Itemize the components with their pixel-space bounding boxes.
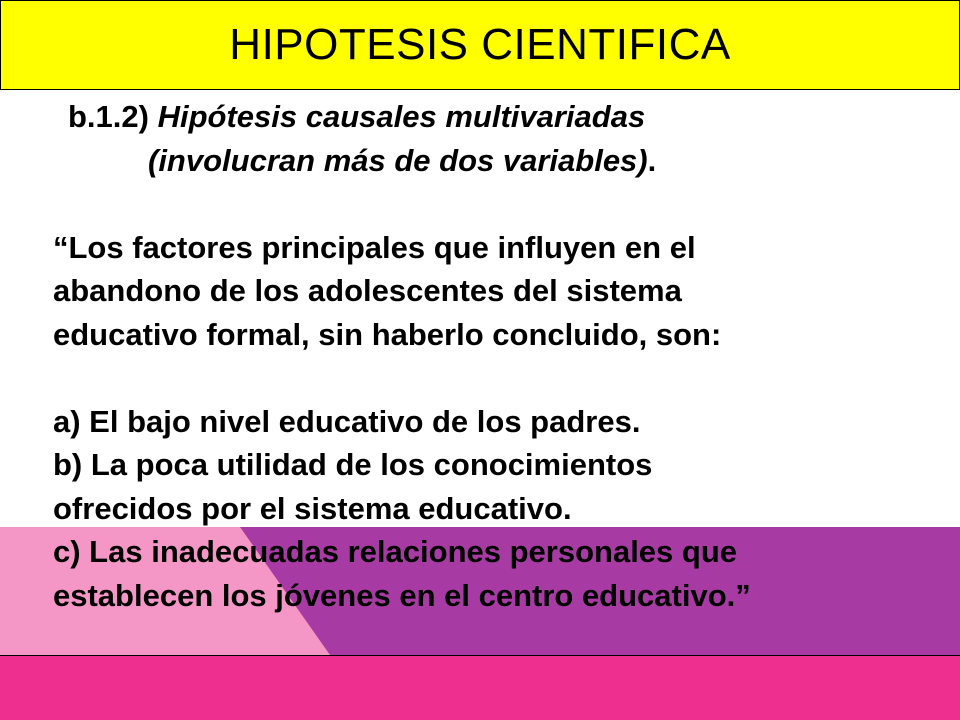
heading-line-2 bbox=[53, 139, 933, 183]
quote-line: abandono de los adolescentes del sistema bbox=[53, 273, 682, 308]
quote-line: “Los factores principales que influyen en el bbox=[53, 229, 696, 265]
list-item-c: c) Las inadecuadas relaciones personales que bbox=[53, 534, 738, 569]
spacer bbox=[53, 356, 933, 400]
heading-line2-italic: (involucran más de dos variables) bbox=[148, 142, 648, 178]
title-bar bbox=[0, 0, 960, 90]
quote-line: educativo formal, sin haberlo concluido, son: bbox=[53, 316, 722, 352]
heading-label: b.1.2) bbox=[68, 99, 149, 134]
heading-line-1 bbox=[53, 95, 933, 139]
heading-line2-end: . bbox=[647, 142, 657, 178]
heading-italic-text: Hipótesis causales multivariadas bbox=[157, 99, 646, 134]
bottom-divider-line bbox=[0, 655, 960, 656]
list-item-c-continued: establecen los jóvenes en el centro educativo.” bbox=[53, 577, 751, 613]
list-item-b-continued: ofrecidos por el sistema educativo. bbox=[53, 490, 572, 526]
list-item-b: b) La poca utilidad de los conocimientos bbox=[53, 447, 653, 482]
slide-title: HIPOTESIS CIENTIFICA bbox=[229, 20, 731, 69]
slide-body bbox=[53, 95, 933, 617]
spacer bbox=[53, 182, 933, 226]
list-item-a: a) El bajo nivel educativo de los padres. bbox=[53, 403, 641, 439]
